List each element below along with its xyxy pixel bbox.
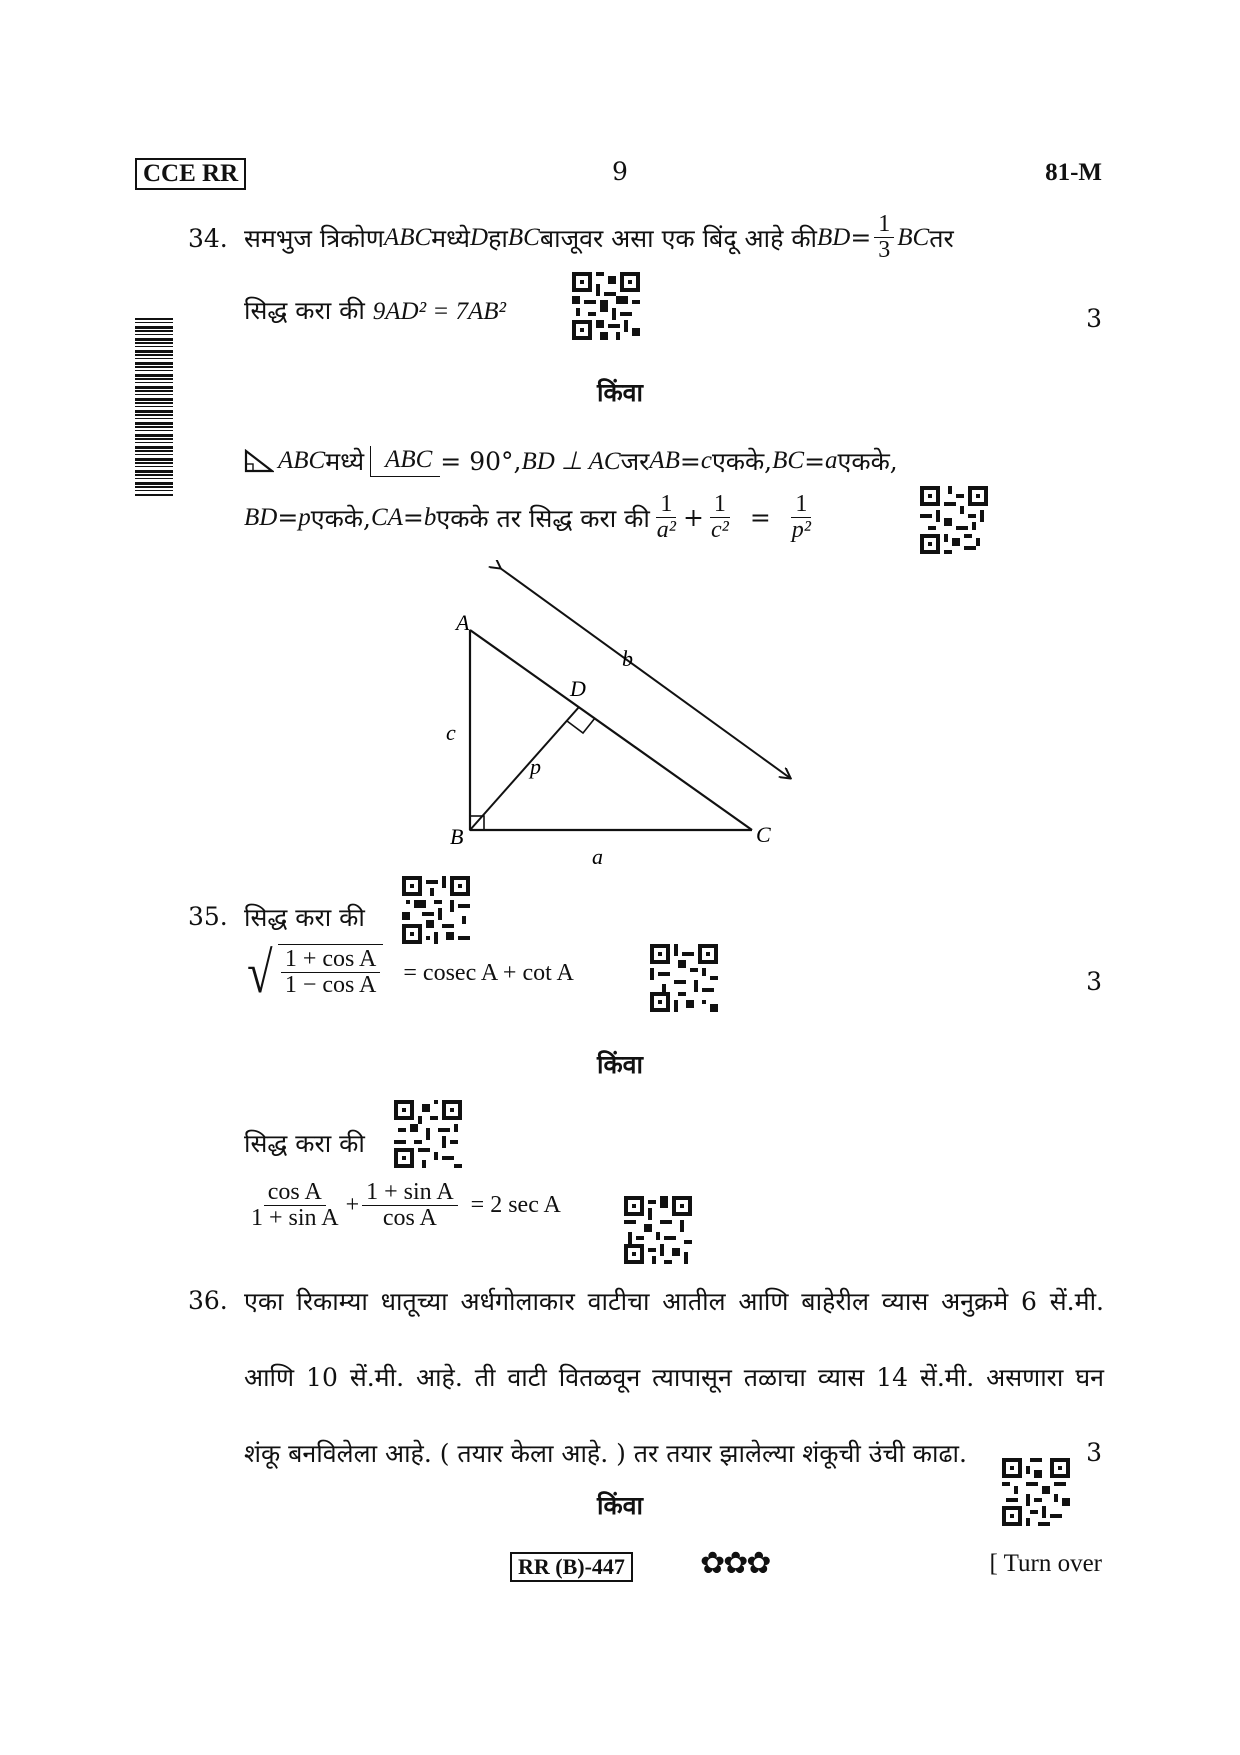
text: AB xyxy=(649,447,680,474)
text: = xyxy=(804,446,826,476)
or-divider: किंवा xyxy=(596,378,644,407)
text: = xyxy=(277,503,299,533)
perp-relation: BD ⊥ AC xyxy=(521,448,621,475)
text: b xyxy=(423,503,437,531)
qr-code-icon xyxy=(394,1100,462,1168)
vertex-label-b: B xyxy=(450,824,464,849)
side-label-a: a xyxy=(592,844,603,869)
frac-den: 1 + sin A xyxy=(251,1205,339,1232)
q35-rhs: = cosec A + cot A xyxy=(403,959,574,986)
frac-num: 1 xyxy=(710,492,730,518)
fraction-one-third xyxy=(874,212,894,263)
square-root xyxy=(244,940,383,1005)
frac-den: 3 xyxy=(878,237,891,264)
triangle-icon xyxy=(244,449,274,473)
frac-num: 1 xyxy=(874,212,894,238)
question-number-35: 35. xyxy=(188,902,228,931)
frac-num: 1 xyxy=(791,492,811,518)
q35-alt-prove: सिद्ध करा की xyxy=(244,1129,365,1158)
text: CA xyxy=(370,503,403,531)
fraction-1plussin-over-cos xyxy=(362,1180,458,1231)
turn-over: [ Turn over xyxy=(989,1550,1102,1577)
or-divider: किंवा xyxy=(596,1491,644,1520)
q34-text: बाजूवर असा एक बिंदू आहे की xyxy=(539,223,817,253)
question-number-36: 36. xyxy=(188,1286,228,1315)
qr-code-icon xyxy=(920,486,988,554)
q34-equation: 9AD² = 7AB² xyxy=(372,298,507,325)
side-label-b: b xyxy=(622,646,633,671)
side-label-c: c xyxy=(446,720,456,745)
q34-bd: BD xyxy=(817,223,851,251)
question-number-34: 34. xyxy=(188,224,228,253)
qr-code-icon xyxy=(650,944,718,1012)
qr-code-icon xyxy=(572,272,640,340)
altitude-bd xyxy=(470,707,579,830)
header-badge: CCE RR xyxy=(135,158,246,190)
q34-alt-line2 xyxy=(244,492,818,543)
q34-abc: ABC xyxy=(383,223,432,251)
text: = xyxy=(402,503,424,533)
q34-bc: BC xyxy=(507,223,540,251)
text: c xyxy=(700,447,712,474)
vertex-label-c: C xyxy=(756,822,771,847)
q36-marks: 3 xyxy=(1086,1438,1102,1467)
fraction-1-over-a2 xyxy=(653,492,680,543)
fraction-1-over-p2 xyxy=(788,492,815,543)
qr-code-icon xyxy=(402,876,470,944)
q36-line3: शंकू बनविलेला आहे. ( तयार केला आहे. ) तर तयार झालेल्या शंकूची उंची काढा. xyxy=(244,1439,967,1468)
q34-text: समभुज त्रिकोण xyxy=(244,223,384,253)
text: p xyxy=(298,503,311,531)
q34-line1 xyxy=(244,212,1104,263)
fraction-cos-over-1plussin xyxy=(247,1180,343,1231)
side-ac xyxy=(470,630,752,830)
q34-eq: = xyxy=(850,223,872,253)
text: BC xyxy=(772,447,805,474)
q35-alt-equation xyxy=(244,1180,561,1231)
text: = 90°, xyxy=(440,446,522,476)
equals-sign: = xyxy=(749,503,771,533)
abc-text: ABC xyxy=(278,447,326,474)
q36-line1: एका रिकाम्या धातूच्या अर्धगोलाकार वाटीचा आतील आणि बाहेरील व्यास अनुक्रमे 6 सें.मी. xyxy=(244,1287,1104,1316)
frac-den: p² xyxy=(791,517,811,544)
vertex-label-a: A xyxy=(456,610,470,635)
frac-num: 1 xyxy=(656,492,676,518)
sqrt-icon: √ xyxy=(247,940,273,1005)
q34-alt-line1 xyxy=(244,444,898,478)
plus-sign: + xyxy=(683,503,704,533)
q35-prove: सिद्ध करा की xyxy=(244,903,365,932)
frac-den: c² xyxy=(710,517,729,544)
text: एकके तर सिद्ध करा की xyxy=(436,503,650,533)
side-label-p: p xyxy=(530,754,541,779)
q34-d: D xyxy=(470,223,489,251)
frac-den: a² xyxy=(656,517,676,544)
frac-num: 1 + sin A xyxy=(362,1180,458,1206)
fraction-1-over-c2 xyxy=(707,492,733,543)
q34-bc: BC xyxy=(897,223,930,251)
q34-text: हा xyxy=(488,223,508,253)
text: एकके, xyxy=(837,447,898,476)
text: एकके, xyxy=(711,447,773,476)
right-triangle-figure xyxy=(440,560,800,874)
text: = xyxy=(679,446,701,476)
paper-code: 81-M xyxy=(1045,159,1102,186)
text: जर xyxy=(620,447,650,476)
or-divider: किंवा xyxy=(596,1050,644,1079)
footer-code: RR (B)-447 xyxy=(510,1552,633,1582)
q34-text: मध्ये xyxy=(431,223,471,253)
q34-line2 xyxy=(244,293,506,327)
cos-fraction xyxy=(281,947,381,998)
footer-flower-icons: ✿✿✿ xyxy=(700,1546,770,1581)
q34-prove: सिद्ध करा की xyxy=(244,296,373,325)
q36-line2: आणि 10 सें.मी. आहे. ती वाटी वितळवून त्यापासून तळाचा व्यास 14 सें.मी. असणारा घन xyxy=(244,1363,1104,1392)
q34-marks: 3 xyxy=(1086,304,1102,333)
plus-sign: + xyxy=(345,1192,360,1219)
frac-den: cos A xyxy=(382,1205,437,1232)
text: a xyxy=(825,447,838,474)
page-number: 9 xyxy=(612,157,628,186)
angle-abc: ABC xyxy=(370,446,440,477)
frac-num: cos A xyxy=(264,1180,326,1206)
frac-num: 1 + cos A xyxy=(281,947,381,973)
q35-marks: 3 xyxy=(1086,967,1102,996)
vertex-label-d: D xyxy=(570,676,586,701)
q35-alt-rhs: = 2 sec A xyxy=(470,1192,561,1219)
text: मध्ये xyxy=(325,447,365,476)
qr-code-icon xyxy=(624,1196,692,1264)
right-angle-d xyxy=(567,718,595,733)
text: एकके, xyxy=(310,503,371,533)
q35-equation xyxy=(244,940,574,1005)
text: BD xyxy=(244,503,278,531)
q34-text: तर xyxy=(929,223,954,253)
frac-den: 1 − cos A xyxy=(284,972,377,999)
